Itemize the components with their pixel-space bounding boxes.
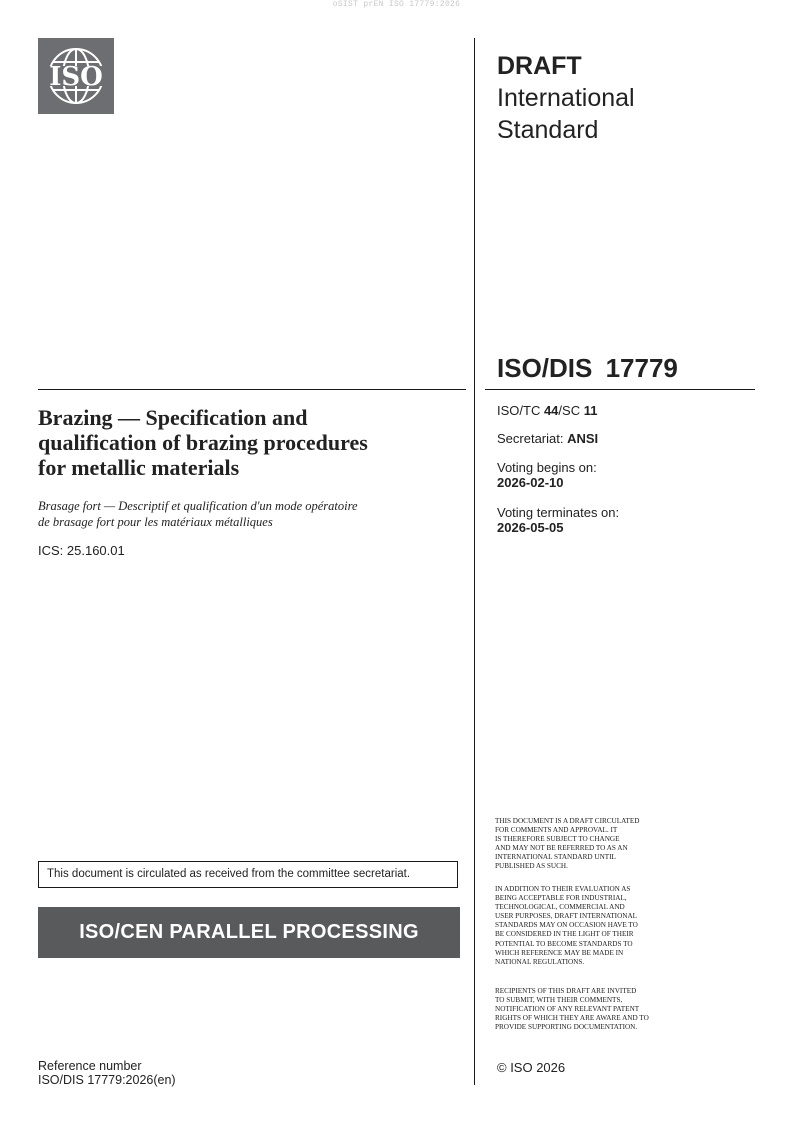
secretariat-label: Secretariat: xyxy=(497,431,568,446)
disclaimer-line: BEING ACCEPTABLE FOR INDUSTRIAL, xyxy=(495,894,627,903)
standard-number: ISO/DIS 17779 xyxy=(497,353,678,383)
disclaimer-line: RIGHTS OF WHICH THEY ARE AWARE AND TO xyxy=(495,1014,649,1023)
vertical-divider xyxy=(474,38,475,1085)
disclaimer-line: NATIONAL REGULATIONS. xyxy=(495,957,585,966)
reference-label: Reference number xyxy=(38,1059,142,1073)
voting-begins-label: Voting begins on: xyxy=(497,460,597,475)
title-line2: qualification of brazing procedures xyxy=(38,430,368,455)
voting-terminates-label: Voting terminates on: xyxy=(497,505,620,520)
disclaimer-line: TECHNOLOGICAL, COMMERCIAL AND xyxy=(495,903,625,912)
disclaimer-line: IN ADDITION TO THEIR EVALUATION AS xyxy=(495,885,631,893)
disclaimer-line: POTENTIAL TO BECOME STANDARDS TO xyxy=(495,939,633,948)
secretariat-value: ANSI xyxy=(567,431,599,446)
disclaimer-line: AND MAY NOT BE REFERRED TO AS AN xyxy=(495,844,628,853)
committee-tc-number: 44 xyxy=(543,403,559,418)
secretariat xyxy=(497,431,598,446)
document-header-stamp: oSIST prEN ISO 17779:2026 xyxy=(332,0,461,9)
draft-label xyxy=(497,50,757,146)
disclaimer-line: IS THEREFORE SUBJECT TO CHANGE xyxy=(495,835,620,844)
disclaimer-paragraph-2 xyxy=(495,885,695,967)
disclaimer-line: NOTIFICATION OF ANY RELEVANT PATENT xyxy=(495,1005,640,1014)
disclaimer-line: INTERNATIONAL STANDARD UNTIL xyxy=(495,853,616,862)
disclaimer-line: BE CONSIDERED IN THE LIGHT OF THEIR xyxy=(495,930,634,939)
disclaimer-line: THIS DOCUMENT IS A DRAFT CIRCULATED xyxy=(495,817,640,825)
copyright: © ISO 2026 xyxy=(497,1060,566,1075)
disclaimer-line: RECIPIENTS OF THIS DRAFT ARE INVITED xyxy=(495,987,637,995)
committee-reference xyxy=(497,403,597,418)
voting-begins-date: 2026-02-10 xyxy=(497,475,564,490)
committee-prefix: ISO/TC xyxy=(497,403,544,418)
disclaimer-line: FOR COMMENTS AND APPROVAL. IT xyxy=(495,826,618,835)
left-horizontal-rule xyxy=(38,389,466,390)
draft-label-line3: Standard xyxy=(497,116,599,144)
disclaimer-paragraph-1 xyxy=(495,817,695,872)
committee-sc-number: 11 xyxy=(583,403,598,418)
right-horizontal-rule xyxy=(485,389,755,390)
voting-begins xyxy=(497,460,597,490)
french-title-line1: Brasage fort — Descriptif et qualification d'un mode opératoire xyxy=(38,499,358,513)
title-line1: Brazing — Specification and xyxy=(38,405,308,430)
disclaimer-line: PROVIDE SUPPORTING DOCUMENTATION. xyxy=(495,1023,638,1032)
voting-terminates xyxy=(497,505,619,535)
reference-value: ISO/DIS 17779:2026(en) xyxy=(38,1073,176,1087)
french-title xyxy=(38,498,458,530)
disclaimer-line: WHICH REFERENCE MAY BE MADE IN xyxy=(495,948,624,957)
disclaimer-paragraph-3 xyxy=(495,987,695,1032)
disclaimer-line: USER PURPOSES, DRAFT INTERNATIONAL xyxy=(495,912,638,921)
iso-logo-text: ISO xyxy=(49,62,103,92)
french-title-line2: de brasage fort pour les matériaux métalliques xyxy=(38,515,273,529)
ics-code: ICS: 25.160.01 xyxy=(38,543,125,558)
draft-label-line2: International xyxy=(497,84,635,112)
disclaimer-line: PUBLISHED AS SUCH. xyxy=(495,862,568,871)
reference-number xyxy=(38,1059,176,1087)
document-title xyxy=(38,405,458,480)
parallel-processing-banner: ISO/CEN PARALLEL PROCESSING xyxy=(38,907,460,958)
voting-terminates-date: 2026-05-05 xyxy=(497,520,564,535)
circulation-notice: This document is circulated as received from the committee secretariat. xyxy=(38,861,458,888)
disclaimer-line: TO SUBMIT, WITH THEIR COMMENTS, xyxy=(495,996,623,1005)
disclaimer-line: STANDARDS MAY ON OCCASION HAVE TO xyxy=(495,921,638,930)
draft-label-line1: DRAFT xyxy=(497,52,582,80)
iso-logo xyxy=(38,38,114,114)
committee-separator: /SC xyxy=(558,403,584,418)
title-line3: for metallic materials xyxy=(38,455,240,480)
iso-globe-icon xyxy=(38,38,114,114)
